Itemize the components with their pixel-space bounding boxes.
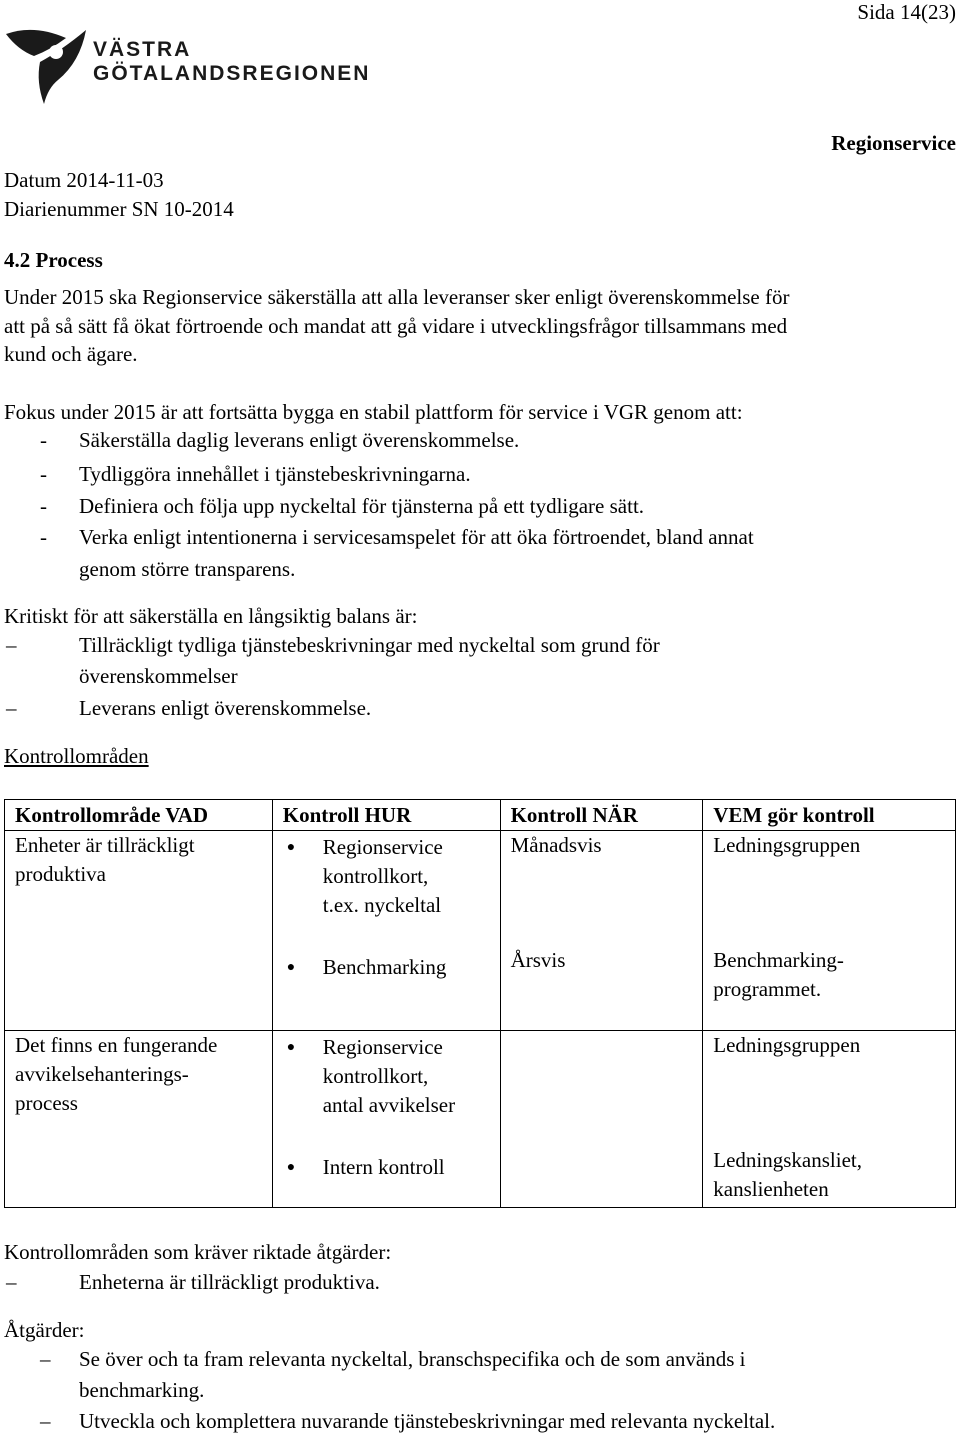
required-lead: Kontrollområden som kräver riktade åtgärder: [4,1240,392,1264]
dash-marker: – [40,1409,51,1433]
critical-item: Tillräckligt tydliga tjänstebeskrivningar med nyckeltal som grund för [79,633,660,657]
cell-line: Enheter är tillräckligt [15,833,195,857]
cell-line: process [15,1091,78,1115]
critical-item: Leverans enligt överenskommelse. [79,696,372,720]
dash-marker: - [40,428,47,452]
cell-line: ● Regionservice [322,835,443,859]
section-heading: 4.2 Process [4,248,103,272]
cell-when [500,831,703,1031]
cell-line: Årsvis [510,948,566,972]
control-heading: Kontrollområden [4,744,149,768]
measure-item: Se över och ta fram relevanta nyckeltal, branschspecifika och de som används i [79,1347,746,1371]
logo-line2: GÖTALANDSREGIONEN [93,62,371,85]
dash-marker: - [40,494,47,518]
cell-what [5,831,273,1031]
table-row [5,1031,956,1208]
date-line: Datum 2014-11-03 [4,168,164,192]
intro-line-1: Under 2015 ska Regionservice säkerställa att alla leveranser sker enligt överenskommelse för [4,285,790,309]
dash-marker: – [6,696,17,720]
focus-item: Säkerställa daglig leverans enligt överenskommelse. [79,428,520,452]
focus-item-cont: genom större transparens. [79,557,296,581]
measures-lead: Åtgärder: [4,1318,85,1342]
focus-item: Definiera och följa upp nyckeltal för tjänsterna på ett tydligare sätt. [79,494,645,518]
dash-marker: – [40,1347,51,1371]
bullet-item [283,1153,490,1182]
dash-marker: - [40,525,47,549]
dash-marker: – [6,633,17,657]
logo-icon [4,22,94,111]
cell-line: kontrollkort, [322,864,429,888]
header-how: Kontroll HUR [272,800,500,831]
cell-how [272,831,500,1031]
cell-line: Ledningsgruppen [713,1033,861,1057]
cell-line: Ledningsgruppen [713,833,861,857]
focus-lead: Fokus under 2015 är att fortsätta bygga en stabil plattform för service i VGR genom att: [4,400,743,424]
cell-line: programmet. [713,977,822,1001]
cell-when [500,1031,703,1208]
intro-line-3: kund och ägare. [4,342,138,366]
cell-who [703,1031,956,1208]
table-row [5,831,956,1031]
cell-line: t.ex. nyckeltal [322,893,442,917]
header-what: Kontrollområde VAD [5,800,273,831]
bullet-item [283,833,490,920]
cell-line: antal avvikelser [322,1093,456,1117]
intro-line-2: att på så sätt få ökat förtroende och mandat att gå vidare i utvecklingsfrågor tillsammans med [4,314,788,338]
bullet-item [283,953,490,982]
cell-line: ● Intern kontroll [322,1155,445,1179]
logo-text [93,38,370,86]
focus-item: Verka enligt intentionerna i servicesamspelet för att öka förtroendet, bland annat [79,525,754,549]
cell-line: kontrollkort, [322,1064,429,1088]
critical-lead: Kritiskt för att säkerställa en långsiktig balans är: [4,604,418,628]
header-when: Kontroll NÄR [500,800,703,831]
page-number: Sida 14(23) [857,0,956,24]
cell-line: avvikelsehanterings- [15,1062,189,1086]
cell-line: Benchmarking- [713,948,844,972]
measure-item-cont: benchmarking. [79,1378,205,1402]
cell-what [5,1031,273,1208]
cell-line: Det finns en fungerande [15,1033,218,1057]
cell-who [703,831,956,1031]
cell-line: kanslienheten [713,1177,829,1201]
dash-marker: – [6,1270,17,1294]
logo-line1: VÄSTRA [93,38,192,61]
cell-how [272,1031,500,1208]
table-header-row [5,800,956,831]
dash-marker: - [40,462,47,486]
required-item: Enheterna är tillräckligt produktiva. [79,1270,380,1294]
control-table [4,799,956,1208]
cell-line: ● Benchmarking [322,955,447,979]
bullet-item [283,1033,490,1120]
diary-number: Diarienummer SN 10-2014 [4,197,234,221]
focus-item: Tydliggöra innehållet i tjänstebeskrivningarna. [79,462,471,486]
measure-item: Utveckla och komplettera nuvarande tjänstebeskrivningar med relevanta nyckeltal. [79,1409,776,1433]
cell-line: produktiva [15,862,106,886]
header-who: VEM gör kontroll [703,800,956,831]
cell-line: Ledningskansliet, [713,1148,862,1172]
cell-line: Månadsvis [510,833,602,857]
unit-name: Regionservice [831,131,956,155]
cell-line: ● Regionservice [322,1035,443,1059]
critical-item-cont: överenskommelser [79,664,238,688]
